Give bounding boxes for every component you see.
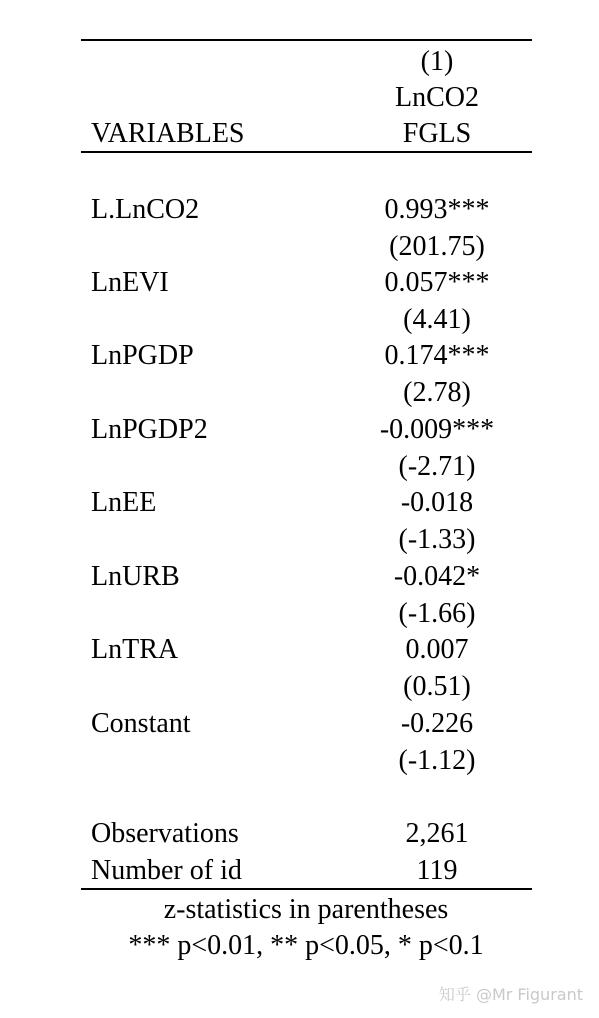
- coefficient: -0.018: [400, 487, 474, 518]
- significance-note: *** p<0.01, ** p<0.05, * p<0.1: [128, 930, 484, 961]
- z-statistic: (-2.71): [398, 451, 476, 482]
- stat-value: 119: [416, 855, 458, 886]
- coefficient: 0.993***: [384, 194, 490, 225]
- variable-name: LnEE: [91, 487, 157, 518]
- variable-name: LnTRA: [91, 634, 179, 665]
- coefficient: 0.174***: [384, 340, 490, 371]
- table-note: z-statistics in parentheses: [163, 894, 449, 925]
- bottom-rule: [81, 888, 532, 890]
- variable-name: LnPGDP2: [91, 414, 208, 445]
- z-statistic: (-1.33): [398, 524, 476, 555]
- coefficient: 0.007: [405, 634, 469, 665]
- column-number: (1): [420, 46, 454, 77]
- z-statistic: (-1.12): [398, 745, 476, 776]
- variable-name: LnPGDP: [91, 340, 194, 371]
- coefficient: -0.042*: [393, 561, 481, 592]
- method-header: FGLS: [402, 118, 472, 149]
- z-statistic: (0.51): [403, 671, 471, 702]
- variable-name: L.LnCO2: [91, 194, 200, 225]
- watermark: 知乎 @Mr Figurant: [438, 985, 583, 1004]
- variables-header: VARIABLES: [91, 118, 245, 149]
- coefficient: -0.009***: [379, 414, 495, 445]
- stat-value: 2,261: [405, 818, 469, 849]
- coefficient: 0.057***: [384, 267, 490, 298]
- z-statistic: (4.41): [403, 304, 471, 335]
- stat-name: Observations: [91, 818, 239, 849]
- dependent-variable-header: LnCO2: [395, 82, 479, 113]
- variable-name: Constant: [91, 708, 191, 739]
- top-rule: [81, 39, 532, 41]
- z-statistic: (201.75): [389, 231, 485, 262]
- header-rule: [81, 151, 532, 153]
- variable-name: LnEVI: [91, 267, 169, 298]
- coefficient: -0.226: [400, 708, 474, 739]
- z-statistic: (-1.66): [398, 598, 476, 629]
- z-statistic: (2.78): [403, 377, 471, 408]
- variable-name: LnURB: [91, 561, 180, 592]
- stat-name: Number of id: [91, 855, 242, 886]
